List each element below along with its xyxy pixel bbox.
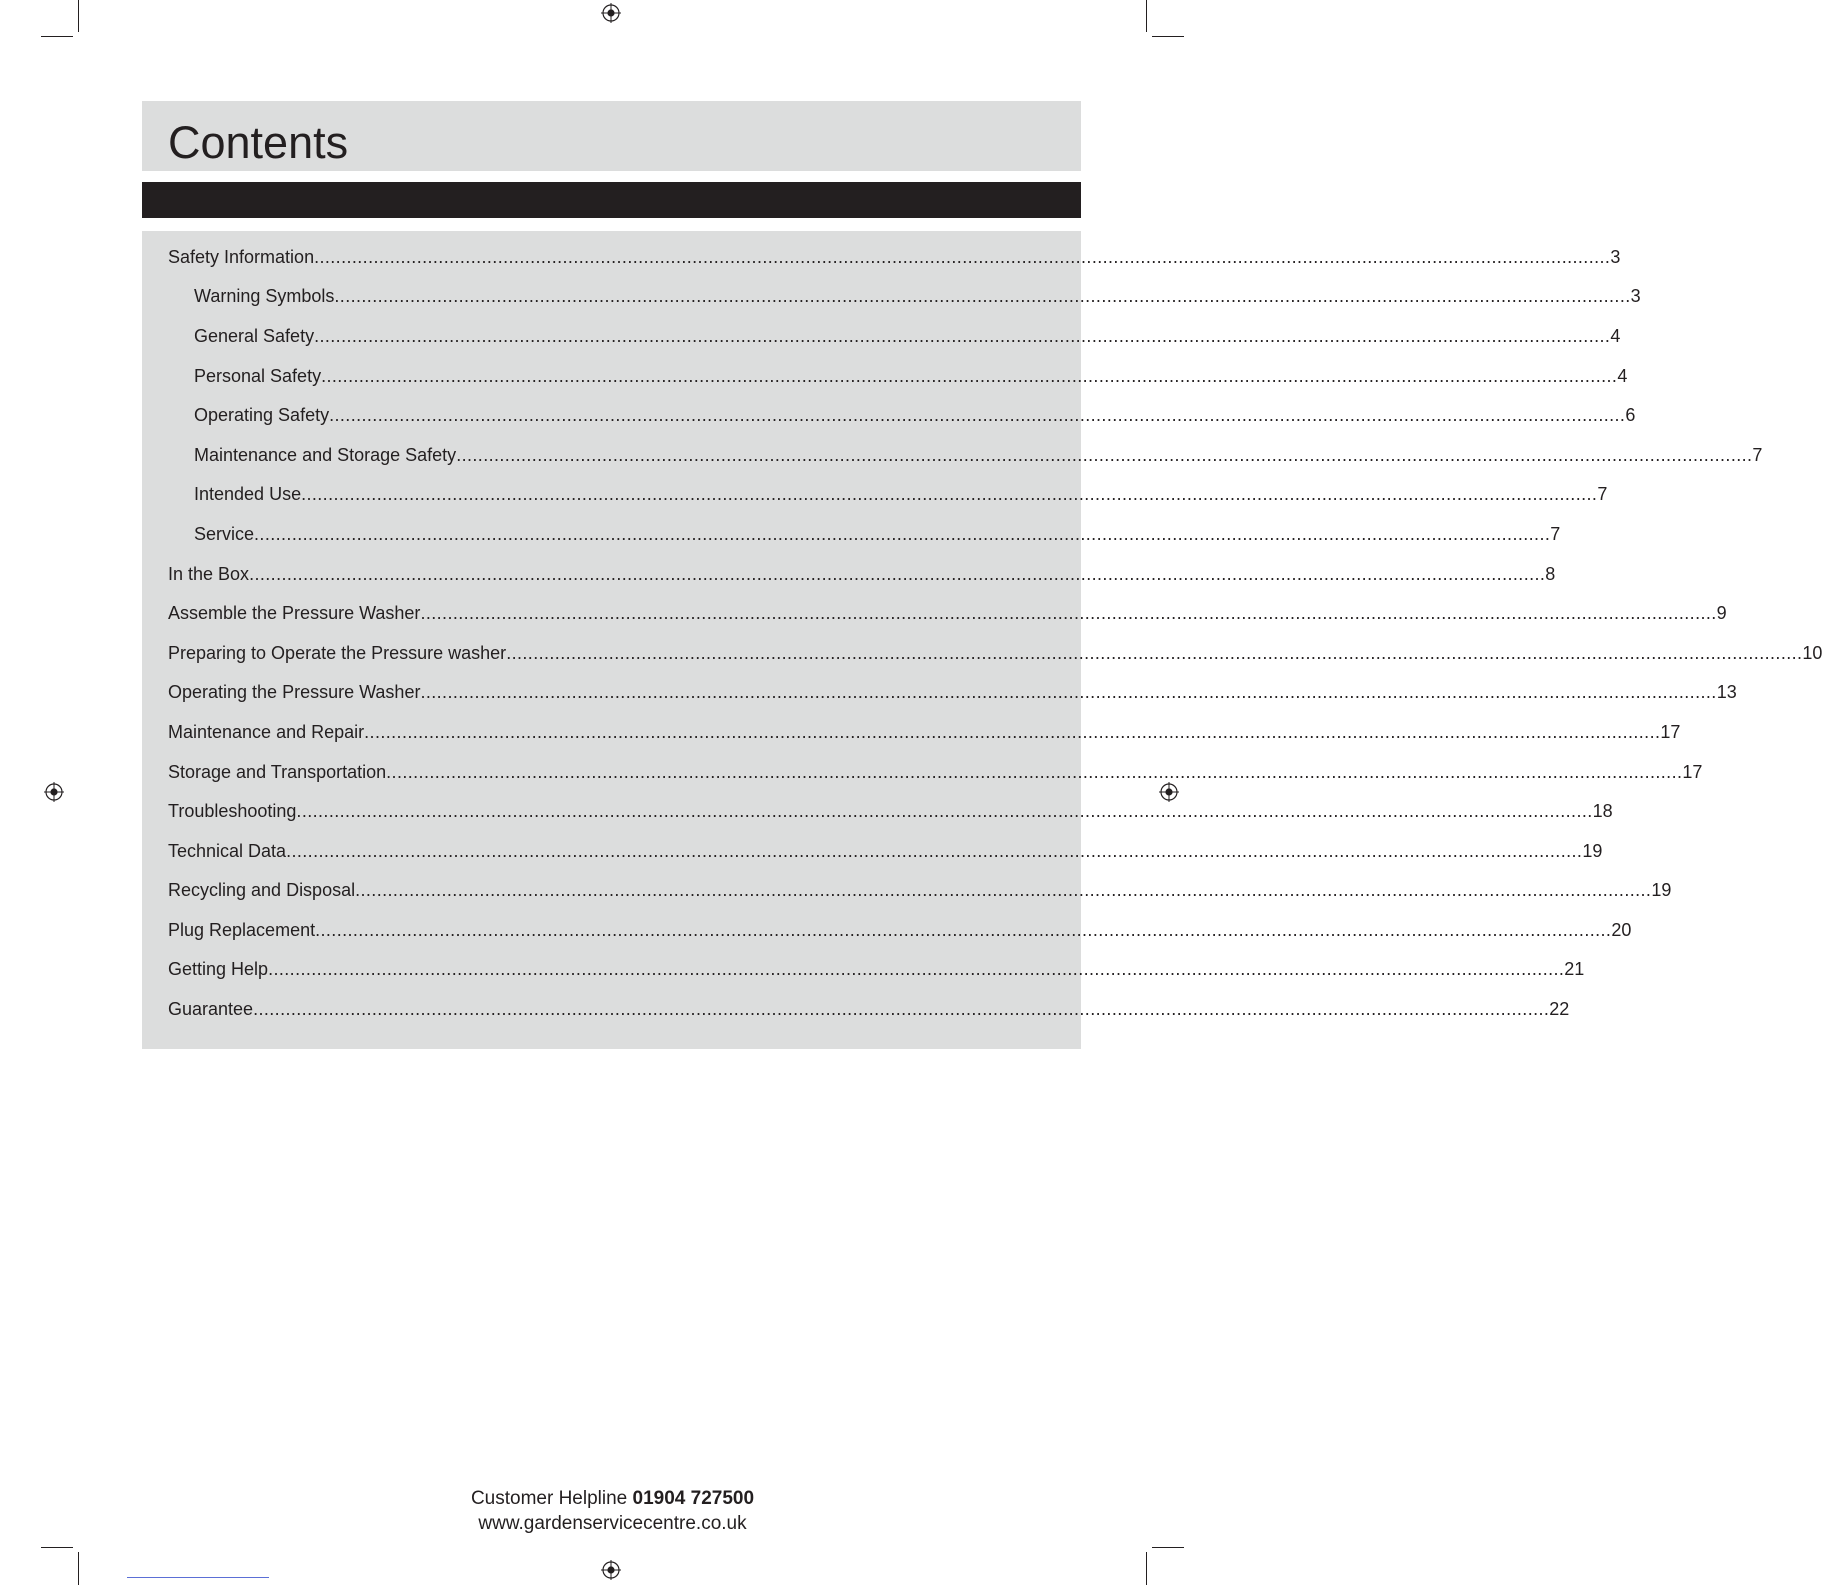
- toc-dot-leader: ................................................................................................................................................................................................................................................: [321, 365, 1618, 386]
- toc-entry-page: 6: [1625, 405, 1636, 426]
- registration-mark-icon: [44, 782, 64, 802]
- toc-dot-leader: ................................................................................................................................................................................................................................................: [355, 880, 1652, 901]
- toc-entry-label: Getting Help: [168, 959, 269, 980]
- toc-entry-page: 21: [1564, 959, 1585, 980]
- toc-entry[interactable]: [142, 554, 1556, 594]
- toc-entry-page: 3: [1630, 286, 1641, 307]
- toc-entry[interactable]: [142, 395, 1636, 435]
- toc-entry-label: Troubleshooting: [168, 801, 297, 822]
- toc-entry-label: Plug Replacement: [168, 919, 316, 940]
- toc-dot-leader: ................................................................................................................................................................................................................................................: [315, 919, 1612, 940]
- toc-dot-leader: ................................................................................................................................................................................................................................................: [249, 563, 1546, 584]
- toc-entry-page: 18: [1592, 801, 1613, 822]
- toc-entry-page: 22: [1549, 999, 1570, 1020]
- footer: [0, 1486, 1225, 1536]
- toc-dot-leader: ................................................................................................................................................................................................................................................: [364, 721, 1661, 742]
- toc-entry[interactable]: [142, 871, 1672, 911]
- toc-entry-page: 10: [1802, 642, 1822, 663]
- toc-entry-page: 7: [1550, 523, 1561, 544]
- registration-mark-icon: [601, 3, 621, 23]
- toc-entry[interactable]: [142, 791, 1613, 831]
- toc-entry-page: 4: [1610, 325, 1621, 346]
- toc-entry[interactable]: [142, 950, 1585, 990]
- toc-entry-label: Maintenance and Storage Safety: [194, 444, 457, 465]
- toc-dot-leader: ................................................................................................................................................................................................................................................: [329, 405, 1626, 426]
- toc-panel: [142, 231, 1822, 1049]
- link-underline: [127, 1577, 269, 1578]
- toc-entry-label: Technical Data: [168, 840, 287, 861]
- toc-entry-label: Intended Use: [194, 484, 302, 505]
- toc-entry-label: Assemble the Pressure Washer: [168, 603, 421, 624]
- toc-entry[interactable]: [142, 237, 1621, 277]
- toc-dot-leader: ................................................................................................................................................................................................................................................: [253, 999, 1550, 1020]
- header-divider-bar: [142, 182, 1081, 218]
- toc-entry-page: 9: [1716, 603, 1727, 624]
- toc-entry-label: Warning Symbols: [194, 286, 335, 307]
- toc-list: [142, 237, 1822, 1029]
- toc-entry-page: 20: [1611, 919, 1632, 940]
- toc-entry[interactable]: [142, 831, 1603, 871]
- registration-mark-icon: [1159, 782, 1179, 802]
- website-url: www.gardenservicecentre.co.uk: [478, 1513, 747, 1534]
- toc-dot-leader: ................................................................................................................................................................................................................................................: [301, 484, 1598, 505]
- crop-mark: [1146, 0, 1147, 32]
- toc-entry-page: 19: [1582, 840, 1603, 861]
- toc-entry-page: 13: [1716, 682, 1737, 703]
- toc-entry-page: 17: [1682, 761, 1703, 782]
- toc-entry-label: General Safety: [194, 325, 315, 346]
- toc-entry[interactable]: [142, 593, 1727, 633]
- toc-dot-leader: ................................................................................................................................................................................................................................................: [268, 959, 1565, 980]
- toc-entry[interactable]: [142, 514, 1561, 554]
- toc-entry-page: 8: [1545, 563, 1556, 584]
- crop-mark: [1152, 36, 1184, 37]
- toc-entry-label: Maintenance and Repair: [168, 721, 365, 742]
- toc-dot-leader: ................................................................................................................................................................................................................................................: [296, 801, 1593, 822]
- toc-entry[interactable]: [142, 435, 1763, 475]
- toc-dot-leader: ................................................................................................................................................................................................................................................: [506, 642, 1803, 663]
- toc-entry-page: 3: [1610, 246, 1621, 267]
- toc-dot-leader: ................................................................................................................................................................................................................................................: [254, 523, 1551, 544]
- toc-entry-page: 4: [1617, 365, 1628, 386]
- toc-dot-leader: ................................................................................................................................................................................................................................................: [420, 682, 1717, 703]
- toc-entry-page: 19: [1651, 880, 1672, 901]
- toc-entry[interactable]: [142, 356, 1628, 396]
- toc-entry-label: Storage and Transportation: [168, 761, 387, 782]
- toc-entry[interactable]: [142, 910, 1632, 950]
- toc-entry-label: Operating Safety: [194, 405, 330, 426]
- toc-entry-page: 17: [1660, 721, 1681, 742]
- toc-entry-label: Operating the Pressure Washer: [168, 682, 421, 703]
- toc-entry-label: Safety Information: [168, 246, 315, 267]
- crop-mark: [1152, 1547, 1184, 1548]
- toc-entry[interactable]: [142, 752, 1703, 792]
- registration-mark-icon: [601, 1560, 621, 1580]
- toc-entry-label: In the Box: [168, 563, 250, 584]
- toc-dot-leader: ................................................................................................................................................................................................................................................: [420, 603, 1717, 624]
- crop-mark: [78, 0, 79, 32]
- toc-entry[interactable]: [142, 633, 1822, 673]
- toc-entry[interactable]: [142, 316, 1621, 356]
- toc-entry[interactable]: [142, 475, 1608, 515]
- crop-mark: [41, 36, 73, 37]
- toc-entry[interactable]: [142, 712, 1681, 752]
- toc-entry-label: Recycling and Disposal: [168, 880, 356, 901]
- helpline-label: Customer Helpline: [470, 1488, 633, 1509]
- helpline-line: [0, 1486, 1225, 1511]
- toc-dot-leader: ................................................................................................................................................................................................................................................: [334, 286, 1631, 307]
- page-title: Contents: [168, 117, 349, 168]
- toc-entry[interactable]: [142, 989, 1570, 1029]
- toc-entry-label: Personal Safety: [194, 365, 322, 386]
- toc-entry-label: Guarantee: [168, 999, 254, 1020]
- toc-entry-page: 7: [1752, 444, 1763, 465]
- toc-dot-leader: ................................................................................................................................................................................................................................................: [286, 840, 1583, 861]
- toc-dot-leader: ................................................................................................................................................................................................................................................: [386, 761, 1683, 782]
- helpline-number: 01904 727500: [632, 1488, 755, 1509]
- toc-entry-page: 7: [1597, 484, 1608, 505]
- title-banner: [142, 101, 1081, 171]
- toc-entry-label: Service: [194, 523, 255, 544]
- toc-dot-leader: ................................................................................................................................................................................................................................................: [456, 444, 1753, 465]
- crop-mark: [78, 1552, 79, 1585]
- toc-dot-leader: ................................................................................................................................................................................................................................................: [314, 246, 1611, 267]
- crop-mark: [1146, 1552, 1147, 1585]
- crop-mark: [41, 1547, 73, 1548]
- toc-entry[interactable]: [142, 277, 1641, 317]
- toc-dot-leader: ................................................................................................................................................................................................................................................: [314, 325, 1611, 346]
- toc-entry[interactable]: [142, 673, 1737, 713]
- toc-entry-label: Preparing to Operate the Pressure washer: [168, 642, 507, 663]
